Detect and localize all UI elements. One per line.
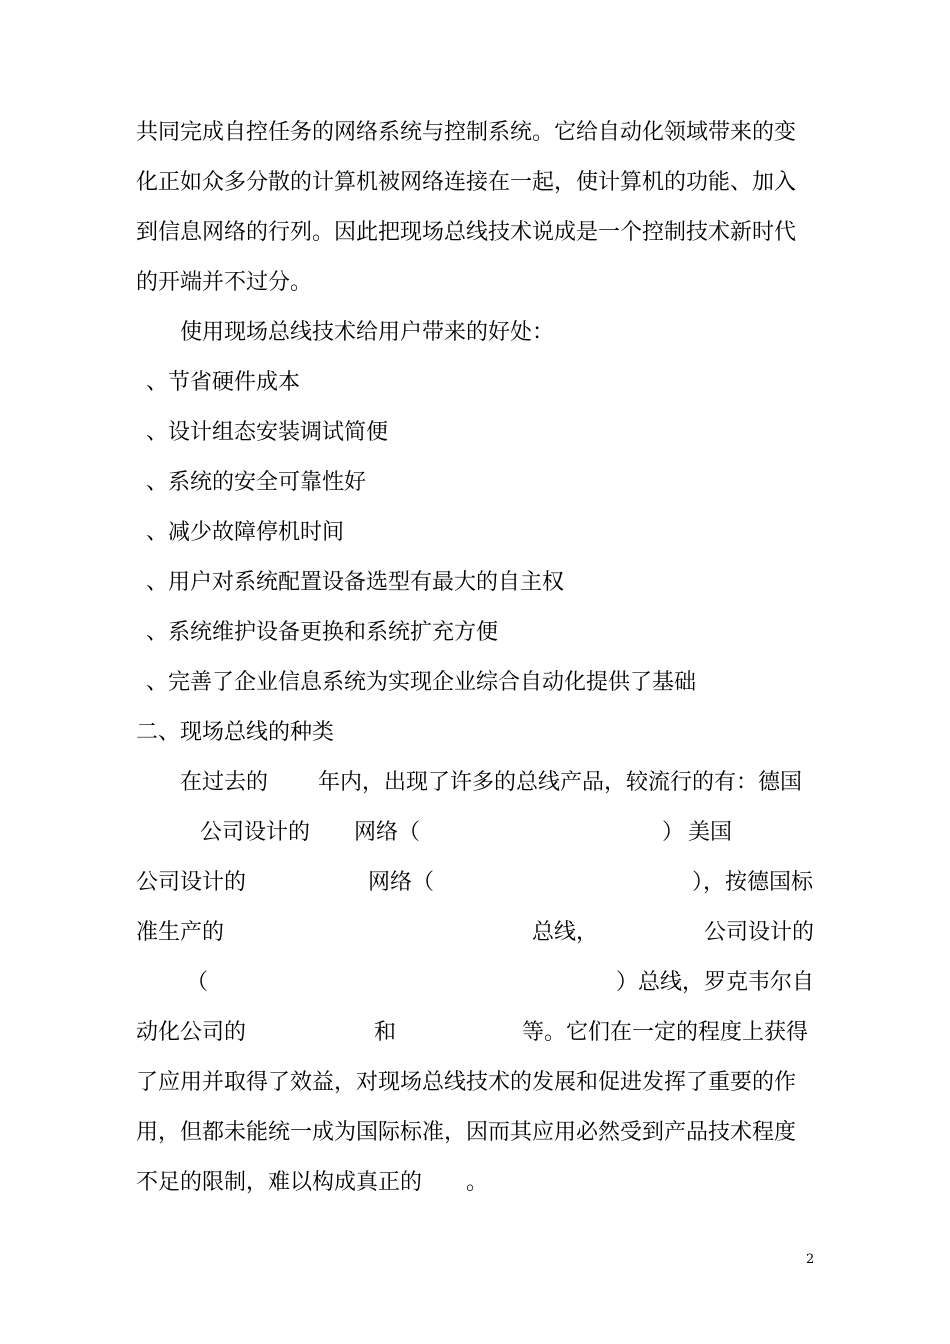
text: 等。它们在一定的程度上获得 xyxy=(522,1020,809,1045)
text: 化正如众多分散的计算机被网络连接在一起，使计算机的功能、加入 xyxy=(136,170,797,195)
text: 准生产的 xyxy=(136,920,225,945)
paragraph-line xyxy=(136,916,826,950)
text: 、减少故障停机时间 xyxy=(146,520,345,545)
text: 、完善了企业信息系统为实现企业综合自动化提供了基础 xyxy=(146,670,697,695)
paragraph-line xyxy=(136,1016,826,1050)
benefits-intro xyxy=(136,316,826,350)
text: 公司设计的 xyxy=(704,920,815,945)
page-number: 2 xyxy=(806,1252,815,1267)
text: 动化公司的 xyxy=(136,1020,247,1045)
text: 和 xyxy=(374,1020,397,1045)
text: 美国 xyxy=(688,820,733,845)
text: 公司设计的 xyxy=(136,870,247,895)
text: 、用户对系统配置设备选型有最大的自主权 xyxy=(146,570,565,595)
paragraph-line xyxy=(136,1066,826,1100)
list-item xyxy=(136,366,826,400)
text: （ xyxy=(186,970,209,995)
paragraph-line xyxy=(136,766,826,800)
text: 不足的限制，难以构成真正的 xyxy=(136,1170,423,1195)
list-item xyxy=(136,566,826,600)
paragraph-line xyxy=(136,866,826,900)
text: ）总线，罗克韦尔自 xyxy=(616,970,815,995)
list-item xyxy=(136,666,826,700)
text: 二、现场总线的种类 xyxy=(136,720,335,745)
text: 。 xyxy=(466,1170,489,1195)
text: ） xyxy=(662,820,685,845)
text: 公司设计的 xyxy=(200,820,311,845)
text: 、节省硬件成本 xyxy=(146,370,301,395)
list-item xyxy=(136,516,826,550)
paragraph-line xyxy=(136,166,826,200)
paragraph-line xyxy=(136,116,826,150)
paragraph-line xyxy=(136,816,826,850)
text: 用，但都未能统一成为国际标准，因而其应用必然受到产品技术程度 xyxy=(136,1120,797,1145)
paragraph-line xyxy=(136,266,826,300)
text: ），按德国标 xyxy=(692,870,814,895)
text: 使用现场总线技术给用户带来的好处： xyxy=(180,320,555,345)
list-item xyxy=(136,466,826,500)
text: 在过去的 xyxy=(180,770,269,795)
list-item xyxy=(136,416,826,450)
text: 、系统维护设备更换和系统扩充方便 xyxy=(146,620,499,645)
text: 、设计组态安装调试简便 xyxy=(146,420,389,445)
text: 、系统的安全可靠性好 xyxy=(146,470,367,495)
paragraph-line xyxy=(136,216,826,250)
paragraph-line xyxy=(136,1166,826,1200)
paragraph-line xyxy=(136,966,826,1000)
text: 年内，出现了许多的总线产品，较流行的有：德国 xyxy=(318,770,803,795)
text: 网络（ xyxy=(368,870,435,895)
list-item xyxy=(136,616,826,650)
text: 网络（ xyxy=(354,820,421,845)
paragraph-line xyxy=(136,1116,826,1150)
text: 共同完成自控任务的网络系统与控制系统。它给自动化领域带来的变 xyxy=(136,120,797,145)
text: 到信息网络的行列。因此把现场总线技术说成是一个控制技术新时代 xyxy=(136,220,797,245)
text: 总线， xyxy=(532,920,599,945)
text: 的开端并不过分。 xyxy=(136,270,313,295)
section-heading xyxy=(136,716,826,750)
text: 了应用并取得了效益，对现场总线技术的发展和促进发挥了重要的作 xyxy=(136,1070,797,1095)
